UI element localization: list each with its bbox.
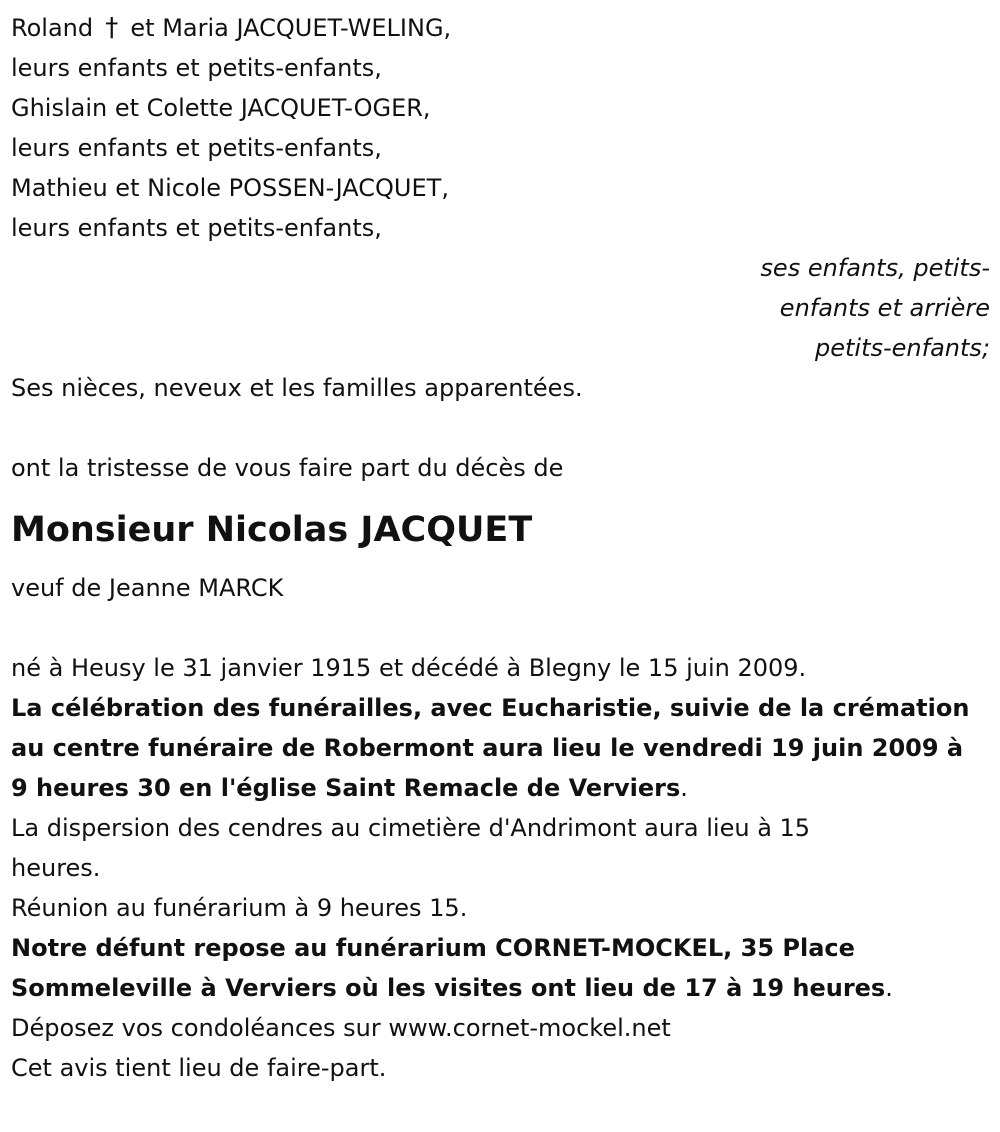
ceremony-line-2: au centre funéraire de Robermont aura lieu le vendredi 19 juin 2009 à xyxy=(11,734,964,762)
deceased-name: Monsieur Nicolas JACQUET xyxy=(11,510,533,550)
dispersion-line-1: La dispersion des cendres au cimetière d'Andrimont aura lieu à 15 xyxy=(11,814,811,842)
family-line-6: leurs enfants et petits-enfants, xyxy=(11,214,382,242)
ceremony-line-1: La célébration des funérailles, avec Eucharistie, suivie de la crémation xyxy=(11,694,970,722)
cross-icon: † xyxy=(105,13,119,43)
family-line-3: Ghislain et Colette JACQUET-OGER, xyxy=(11,94,431,122)
family-name-roland: Roland xyxy=(11,14,94,42)
grandchildren-line-3: petits-enfants; xyxy=(815,334,990,362)
visits-period: . xyxy=(885,974,893,1002)
family-line-5: Mathieu et Nicole POSSEN-JACQUET, xyxy=(11,174,449,202)
notice-line: Cet avis tient lieu de faire-part. xyxy=(11,1054,387,1082)
condolences-line: Déposez vos condoléances sur www.cornet-mockel.net xyxy=(11,1014,671,1042)
visits-line-1: Notre défunt repose au funérarium CORNET-MOCKEL, 35 Place xyxy=(11,934,855,962)
family-line-2: leurs enfants et petits-enfants, xyxy=(11,54,382,82)
visits-line-2 xyxy=(11,968,990,1008)
grandchildren-line-2: enfants et arrière xyxy=(779,294,990,322)
announcement-line: ont la tristesse de vous faire part du décès de xyxy=(11,454,564,482)
family-line-4: leurs enfants et petits-enfants, xyxy=(11,134,382,162)
visits-hours: Sommeleville à Verviers où les visites ont lieu de 17 à 19 heures xyxy=(11,974,886,1002)
ceremony-period: . xyxy=(680,774,688,802)
ceremony-line-3 xyxy=(11,768,990,808)
widower-line: veuf de Jeanne MARCK xyxy=(11,574,284,602)
ceremony-place: 9 heures 30 en l'église Saint Remacle de Verviers xyxy=(11,774,681,802)
family-list xyxy=(11,8,990,248)
birth-death-line: né à Heusy le 31 janvier 1915 et décédé à Blegny le 15 juin 2009. xyxy=(11,654,807,682)
meeting-line: Réunion au funérarium à 9 heures 15. xyxy=(11,894,468,922)
dispersion-line-2: heures. xyxy=(11,854,101,882)
family-line-1 xyxy=(11,8,990,48)
relatives-line: Ses nièces, neveux et les familles apparentées. xyxy=(11,374,583,402)
grandchildren-line-1: ses enfants, petits- xyxy=(760,254,990,282)
family-line-1-rest: et Maria JACQUET-WELING, xyxy=(130,14,452,42)
grandchildren-note xyxy=(11,248,990,368)
